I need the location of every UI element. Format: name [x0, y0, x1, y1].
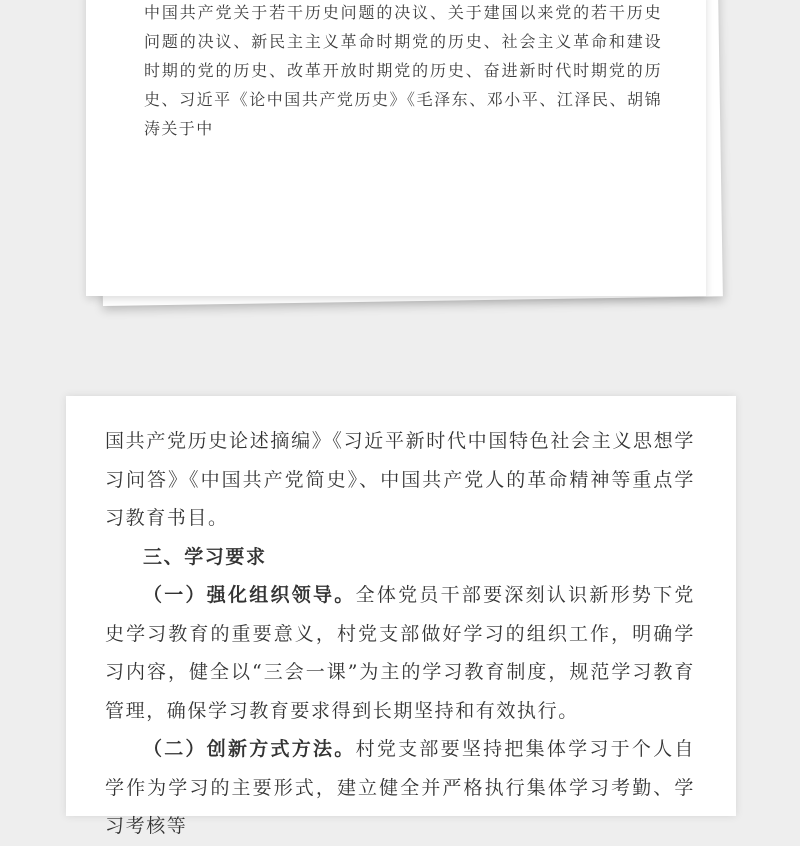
requirement-item-2-lead: （二）创新方式方法。	[143, 738, 356, 760]
document-body	[105, 422, 695, 846]
requirement-item-1	[105, 576, 695, 730]
requirement-item-1-body: 全体党员干部要深刻认识新形势下党史学习教育的重要意义，村党支部做好学习的组织工作，明确学习内容，健全以“三会一课”为主的学习教育制度，规范学习教育管理，确保学习教育要求得到长期坚持和有效执行。	[105, 584, 695, 722]
requirement-item-1-lead: （一）强化组织领导。	[143, 584, 356, 606]
requirement-item-2	[105, 730, 695, 846]
continuation-paragraph: 国共产党历史论述摘编》《习近平新时代中国特色社会主义思想学习问答》《中国共产党简史》、中国共产党人的革命精神等重点学习教育书目。	[105, 430, 695, 529]
document-page	[66, 396, 736, 837]
top-sheet-paragraph: 中国共产党关于若干历史问题的决议、关于建国以来党的若干历史问题的决议、新民主主义革命时期党的历史、社会主义革命和建设时期的党的历史、改革开放时期党的历史、奋进新时代时期党的历史、习近平《论中国共产党历史》《毛泽东、邓小平、江泽民、胡锦涛关于中	[144, 3, 662, 138]
section-heading: 三、学习要求	[143, 545, 267, 568]
paper-sheet-front	[86, 0, 706, 296]
requirement-item-2-body: 村党支部要坚持把集体学习于个人自学作为学习的主要形式，建立健全并严格执行集体学习考勤、学习考核等	[105, 738, 695, 837]
